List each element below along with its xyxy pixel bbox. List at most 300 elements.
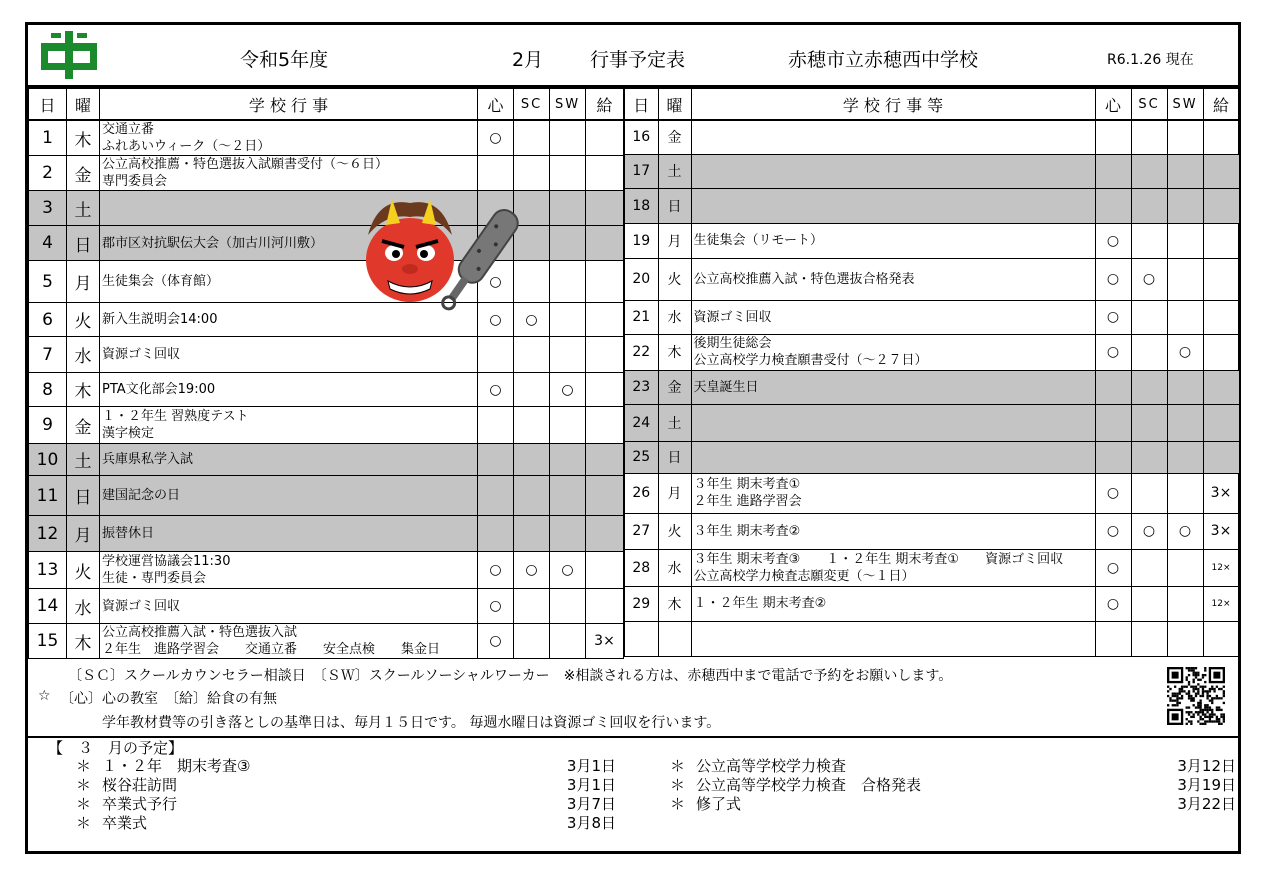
kokoro-cell: ○: [1095, 513, 1131, 549]
weekday-cell: 木: [67, 624, 100, 659]
weekday-cell: 水: [658, 300, 691, 334]
march-bullet: ＊: [670, 776, 686, 794]
event-cell: [691, 586, 1095, 621]
day-cell: 3: [29, 191, 67, 226]
sc-cell: [514, 476, 550, 516]
march-bullet: ＊: [670, 795, 686, 813]
weekday-cell: 火: [658, 258, 691, 300]
march-item-label: 公立高等学校学力検査 合格発表: [696, 776, 922, 794]
day-cell: 23: [624, 370, 658, 404]
event-line: 後期生徒総会: [693, 336, 772, 351]
kokoro-cell: [1095, 404, 1131, 441]
sc-cell: [1131, 120, 1167, 154]
kokoro-cell: [478, 516, 514, 552]
kokoro-cell: ○: [1095, 334, 1131, 370]
col-sw-right: SW: [1167, 89, 1203, 121]
march-heading: 【 ３ 月の予定】: [48, 739, 184, 757]
day-cell: 25: [624, 441, 658, 473]
calendar-row: [29, 624, 624, 659]
event-line: 兵庫県私学入試: [102, 452, 194, 467]
weekday-cell: 火: [67, 552, 100, 589]
day-cell: 29: [624, 586, 658, 621]
event-line: 新入生説明会14:00: [102, 312, 218, 327]
calendar-row: [29, 476, 624, 516]
kyu-cell: [1203, 441, 1239, 473]
sc-cell: [1131, 334, 1167, 370]
col-weekday: 曜: [67, 89, 100, 121]
kokoro-cell: ○: [1095, 258, 1131, 300]
weekday-cell: 土: [658, 154, 691, 188]
weekday-cell: 月: [67, 261, 100, 303]
day-cell: 2: [29, 156, 67, 191]
calendar-row: [624, 120, 1239, 154]
calendar-row: [624, 621, 1239, 656]
sw-cell: [1167, 258, 1203, 300]
sc-cell: [1131, 549, 1167, 586]
sc-cell: [1131, 404, 1167, 441]
sw-cell: [550, 516, 586, 552]
as-of-date: R6.1.26 現在: [1107, 52, 1194, 68]
kokoro-cell: [1095, 154, 1131, 188]
event-line: ３年生 期末考査③ １・２年生 期末考査① 資源ゴミ回収: [693, 551, 1064, 567]
event-line: 資源ゴミ回収: [102, 598, 181, 614]
sw-cell: [550, 624, 586, 659]
fiscal-year: 令和5年度: [240, 49, 329, 71]
march-item-date: 3月22日: [1177, 795, 1236, 813]
day-cell: 7: [29, 337, 67, 373]
event-line: 生徒・専門委員会: [102, 571, 207, 586]
kokoro-cell: ○: [478, 261, 514, 303]
kokoro-cell: ○: [1095, 586, 1131, 621]
event-cell: [691, 154, 1095, 188]
weekday-cell: 火: [658, 513, 691, 549]
event-line: 公立高校学力検査願書受付（～２７日）: [693, 353, 928, 368]
calendar-frame: [25, 22, 1241, 854]
day-cell: 26: [624, 473, 658, 513]
kokoro-cell: ○: [478, 589, 514, 624]
kyu-cell: [586, 407, 624, 444]
sw-cell: [550, 407, 586, 444]
event-cell: [691, 513, 1095, 549]
sw-cell: [550, 589, 586, 624]
sw-cell: [550, 337, 586, 373]
col-kokoro: 心: [478, 89, 514, 121]
sw-cell: [1167, 441, 1203, 473]
col-kyu: 給: [586, 89, 624, 121]
event-line: １・２年生 期末考査②: [693, 596, 827, 611]
sc-cell: [1131, 621, 1167, 656]
event-line: 資源ゴミ回収: [102, 347, 181, 362]
kokoro-cell: ○: [478, 552, 514, 589]
weekday-cell: 水: [67, 337, 100, 373]
kyu-cell: 12×: [1203, 549, 1239, 586]
calendar-row: [29, 444, 624, 476]
event-cell: [100, 589, 478, 624]
kyu-cell: [586, 552, 624, 589]
sc-cell: [1131, 586, 1167, 621]
weekday-cell: 金: [658, 120, 691, 154]
event-line: PTA文化部会19:00: [102, 382, 216, 397]
kyu-cell: [1203, 258, 1239, 300]
day-cell: 11: [29, 476, 67, 516]
kyu-cell: [586, 120, 624, 156]
kokoro-cell: ○: [478, 120, 514, 156]
event-line: 資源ゴミ回収: [693, 309, 772, 325]
march-item-label: １・２年 期末考査③: [102, 757, 251, 775]
day-cell: 15: [29, 624, 67, 659]
event-line: 専門委員会: [102, 174, 168, 189]
weekday-cell: 水: [658, 549, 691, 586]
kyu-cell: [586, 476, 624, 516]
kokoro-cell: [1095, 120, 1131, 154]
header: [28, 25, 1238, 88]
sc-cell: [514, 407, 550, 444]
kyu-cell: 12×: [1203, 586, 1239, 621]
weekday-cell: 火: [67, 303, 100, 337]
kokoro-cell: [478, 476, 514, 516]
sw-cell: [1167, 473, 1203, 513]
event-line: ふれあいウィーク（～２日）: [102, 139, 271, 154]
sw-cell: ○: [1167, 334, 1203, 370]
col-day-right: 日: [624, 89, 658, 121]
calendar-row: [29, 120, 624, 156]
calendar-row: [29, 516, 624, 552]
sc-cell: [514, 373, 550, 407]
kyu-cell: [1203, 404, 1239, 441]
legend-line-1: 〔ＳＣ〕スクールカウンセラー相談日 〔ＳＷ〕スクールソーシャルワーカー ※相談される方は、赤穂西中まで電話で予約をお願いします。: [68, 668, 953, 684]
day-cell: 13: [29, 552, 67, 589]
sc-cell: ○: [514, 552, 550, 589]
kyu-cell: [586, 337, 624, 373]
kyu-cell: [586, 444, 624, 476]
sw-cell: [550, 303, 586, 337]
sw-cell: [1167, 549, 1203, 586]
kokoro-cell: [478, 337, 514, 373]
kokoro-cell: [1095, 441, 1131, 473]
weekday-cell: 木: [67, 120, 100, 156]
event-line: 生徒集会（リモート）: [693, 233, 823, 248]
kyu-cell: [1203, 154, 1239, 188]
weekday-cell: 日: [67, 476, 100, 516]
event-cell: [691, 258, 1095, 300]
col-kokoro-right: 心: [1095, 89, 1131, 121]
event-line: 交通立番: [102, 122, 155, 137]
calendar-table-right: [623, 88, 1240, 657]
event-line: 振替休日: [102, 526, 155, 541]
event-cell: [691, 549, 1095, 586]
kokoro-cell: ○: [1095, 549, 1131, 586]
sc-cell: [1131, 223, 1167, 258]
sc-cell: [514, 624, 550, 659]
calendar-row: [624, 223, 1239, 258]
event-line: 公立高校推薦入試・特色選抜入試: [102, 625, 298, 640]
day-cell: 24: [624, 404, 658, 441]
march-item-date: 3月19日: [1177, 776, 1236, 794]
march-item-date: 3月1日: [566, 757, 616, 775]
event-line: 生徒集会（体育館）: [102, 274, 220, 289]
event-cell: [691, 334, 1095, 370]
weekday-cell: 木: [658, 334, 691, 370]
legend-line-3: 学年教材費等の引き落としの基準日は、毎月１５日です。 毎週水曜日は資源ゴミ回収を行います。: [102, 715, 721, 731]
kyu-cell: [1203, 370, 1239, 404]
march-schedule: [28, 738, 1238, 851]
march-item-label: 桜谷荘訪問: [102, 776, 178, 794]
event-line: 漢字検定: [102, 426, 155, 441]
calendar-row: [29, 552, 624, 589]
weekday-cell: 金: [67, 407, 100, 444]
weekday-cell: 日: [658, 441, 691, 473]
day-cell: [624, 621, 658, 656]
weekday-cell: 月: [658, 223, 691, 258]
sc-cell: ○: [514, 303, 550, 337]
event-cell: [691, 223, 1095, 258]
sw-cell: [1167, 586, 1203, 621]
day-cell: 1: [29, 120, 67, 156]
sw-cell: [550, 444, 586, 476]
col-weekday-right: 曜: [658, 89, 691, 121]
day-cell: 28: [624, 549, 658, 586]
school-name: 赤穂市立赤穂西中学校: [788, 49, 979, 71]
march-item-date: 3月8日: [566, 814, 616, 832]
calendar-row: [29, 407, 624, 444]
weekday-cell: 金: [658, 370, 691, 404]
march-item-date: 3月7日: [566, 795, 616, 813]
day-cell: 8: [29, 373, 67, 407]
kokoro-cell: ○: [1095, 223, 1131, 258]
sc-cell: [1131, 473, 1167, 513]
kokoro-cell: [1095, 370, 1131, 404]
kyu-cell: [586, 261, 624, 303]
event-line: 公立高校学力検査志願変更（～１日）: [693, 568, 915, 584]
calendar-row: [29, 373, 624, 407]
kokoro-cell: [478, 444, 514, 476]
weekday-cell: 木: [67, 373, 100, 407]
calendar-row: [624, 473, 1239, 513]
day-cell: 19: [624, 223, 658, 258]
event-cell: [100, 444, 478, 476]
kyu-cell: [1203, 120, 1239, 154]
event-cell: [100, 552, 478, 589]
sw-cell: [1167, 223, 1203, 258]
sc-cell: [514, 589, 550, 624]
sc-cell: [1131, 154, 1167, 188]
weekday-cell: 土: [67, 444, 100, 476]
calendar-row: [624, 188, 1239, 223]
col-events: 学 校 行 事: [100, 89, 478, 121]
school-crest-icon: [39, 29, 99, 81]
march-item-label: 修了式: [696, 795, 742, 813]
event-line: 学校運営協議会11:30: [102, 554, 231, 569]
event-cell: [100, 516, 478, 552]
sw-cell: [1167, 621, 1203, 656]
kokoro-cell: ○: [478, 624, 514, 659]
event-cell: [691, 621, 1095, 656]
event-cell: [100, 120, 478, 156]
col-day: 日: [29, 89, 67, 121]
kokoro-cell: ○: [1095, 473, 1131, 513]
day-cell: 6: [29, 303, 67, 337]
sc-cell: [1131, 441, 1167, 473]
sw-cell: ○: [550, 373, 586, 407]
sw-cell: [550, 156, 586, 191]
calendar-row: [624, 441, 1239, 473]
sw-cell: [1167, 370, 1203, 404]
legend: [28, 662, 1238, 738]
sc-cell: [514, 516, 550, 552]
sw-cell: [1167, 404, 1203, 441]
event-line: ３年生 期末考査②: [693, 523, 801, 539]
day-cell: 9: [29, 407, 67, 444]
event-cell: [691, 188, 1095, 223]
sw-cell: [1167, 188, 1203, 223]
kokoro-cell: ○: [1095, 300, 1131, 334]
event-line: 郡市区対抗駅伝大会（加古川河川敷）: [102, 235, 324, 251]
weekday-cell: 土: [67, 191, 100, 226]
sc-cell: [1131, 370, 1167, 404]
kyu-cell: [586, 373, 624, 407]
calendar-row: [624, 586, 1239, 621]
march-item-label: 公立高等学校学力検査: [696, 757, 847, 775]
march-item-date: 3月1日: [566, 776, 616, 794]
event-cell: [100, 624, 478, 659]
sc-cell: [1131, 300, 1167, 334]
weekday-cell: 月: [67, 516, 100, 552]
kokoro-cell: [478, 407, 514, 444]
day-cell: 12: [29, 516, 67, 552]
day-cell: 18: [624, 188, 658, 223]
day-cell: 16: [624, 120, 658, 154]
kokoro-cell: [1095, 188, 1131, 223]
day-cell: 20: [624, 258, 658, 300]
calendar-table-left: [28, 88, 624, 659]
month-title: 2月: [512, 49, 544, 71]
kyu-cell: 3×: [1203, 473, 1239, 513]
oni-demon-illustration: [338, 185, 538, 325]
kyu-cell: [586, 226, 624, 261]
calendar-row: [624, 370, 1239, 404]
event-cell: [691, 404, 1095, 441]
march-bullet: ＊: [76, 757, 92, 775]
kokoro-cell: ○: [478, 303, 514, 337]
kyu-cell: [586, 589, 624, 624]
kyu-cell: [1203, 223, 1239, 258]
event-line: 天皇誕生日: [693, 379, 759, 395]
day-cell: 27: [624, 513, 658, 549]
legend-line-2: 〔心〕心の教室 〔給〕給食の有無: [60, 691, 277, 707]
qr-code-icon: [1167, 667, 1225, 725]
sc-cell: ○: [1131, 513, 1167, 549]
calendar-row: [29, 589, 624, 624]
sc-cell: ○: [1131, 258, 1167, 300]
day-cell: 22: [624, 334, 658, 370]
weekday-cell: 日: [67, 226, 100, 261]
sc-cell: [514, 444, 550, 476]
sw-cell: [550, 261, 586, 303]
calendar-row: [624, 334, 1239, 370]
page-title: 行事予定表: [590, 49, 686, 71]
weekday-cell: 木: [658, 586, 691, 621]
weekday-cell: [658, 621, 691, 656]
event-cell: [691, 300, 1095, 334]
event-line: 公立高校推薦・特色選抜入試願書受付（～６日）: [102, 157, 389, 172]
weekday-cell: 金: [67, 156, 100, 191]
sw-cell: [1167, 300, 1203, 334]
march-bullet: ＊: [76, 776, 92, 794]
event-line: 建国記念の日: [102, 488, 181, 503]
event-cell: [691, 120, 1095, 154]
event-cell: [100, 373, 478, 407]
march-item-label: 卒業式予行: [102, 795, 178, 813]
legend-star: ☆: [38, 688, 51, 704]
kyu-cell: 3×: [586, 624, 624, 659]
calendar-row: [624, 513, 1239, 549]
sw-cell: [1167, 154, 1203, 188]
col-sw: SW: [550, 89, 586, 121]
calendar-row: [624, 258, 1239, 300]
col-events-right: 学 校 行 事 等: [691, 89, 1095, 121]
event-cell: [100, 407, 478, 444]
day-cell: 4: [29, 226, 67, 261]
col-sc-right: SC: [1131, 89, 1167, 121]
sw-cell: [550, 120, 586, 156]
day-cell: 21: [624, 300, 658, 334]
event-cell: [100, 476, 478, 516]
sw-cell: [550, 226, 586, 261]
event-line: ３年生 期末考査①: [693, 477, 801, 492]
kyu-cell: [1203, 334, 1239, 370]
calendar-row: [624, 300, 1239, 334]
day-cell: 17: [624, 154, 658, 188]
sw-cell: [550, 191, 586, 226]
sw-cell: [1167, 120, 1203, 154]
event-line: ２年生 進路学習会 交通立番 安全点検 集金日: [102, 642, 441, 657]
march-item-date: 3月12日: [1177, 757, 1236, 775]
kyu-cell: [1203, 300, 1239, 334]
event-cell: [691, 473, 1095, 513]
kyu-cell: [586, 191, 624, 226]
kokoro-cell: [1095, 621, 1131, 656]
calendar-row: [29, 337, 624, 373]
col-sc: SC: [514, 89, 550, 121]
kyu-cell: 3×: [1203, 513, 1239, 549]
calendar-row: [624, 154, 1239, 188]
weekday-cell: 日: [658, 188, 691, 223]
march-bullet: ＊: [670, 757, 686, 775]
sc-cell: [514, 337, 550, 373]
event-line: ２年生 進路学習会: [693, 494, 802, 509]
kyu-cell: [586, 303, 624, 337]
kyu-cell: [586, 516, 624, 552]
event-line: 公立高校推薦入試・特色選抜合格発表: [693, 271, 915, 287]
sw-cell: [550, 476, 586, 516]
kyu-cell: [1203, 621, 1239, 656]
weekday-cell: 水: [67, 589, 100, 624]
march-bullet: ＊: [76, 814, 92, 832]
kokoro-cell: ○: [478, 373, 514, 407]
event-cell: [691, 370, 1095, 404]
march-bullet: ＊: [76, 795, 92, 813]
calendar-row: [624, 404, 1239, 441]
event-cell: [691, 441, 1095, 473]
march-item-label: 卒業式: [102, 814, 148, 832]
col-kyu-right: 給: [1203, 89, 1239, 121]
kyu-cell: [1203, 188, 1239, 223]
day-cell: 5: [29, 261, 67, 303]
sw-cell: ○: [1167, 513, 1203, 549]
event-cell: [100, 337, 478, 373]
event-line: １・２年生 習熟度テスト: [102, 409, 249, 424]
day-cell: 10: [29, 444, 67, 476]
